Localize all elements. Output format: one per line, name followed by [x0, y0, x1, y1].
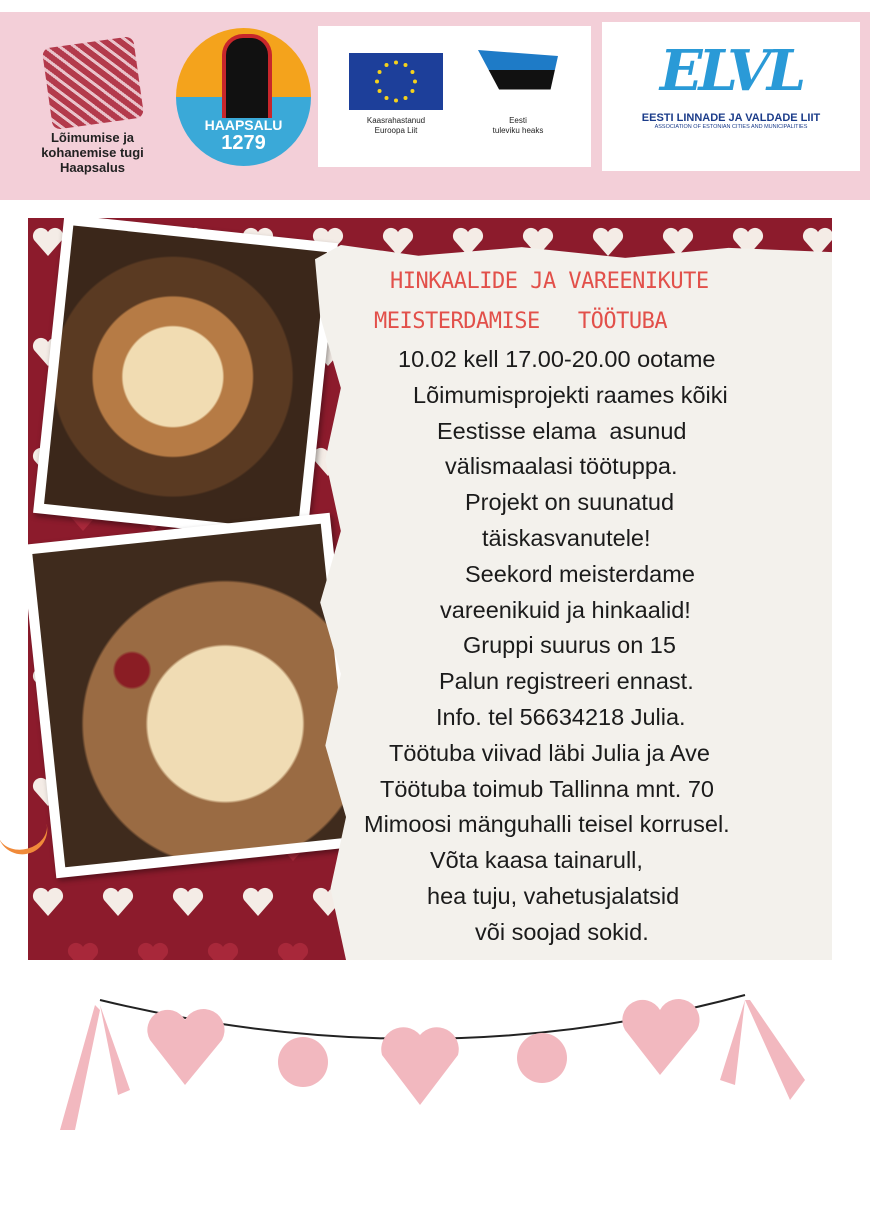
elvl-monogram: ELVL: [659, 38, 803, 104]
poster-text-line: vareenikuid ja hinkaalid!: [440, 596, 691, 623]
poster-text-line: Töötuba toimub Tallinna mnt. 70: [380, 775, 714, 802]
poster-text-line: hea tuju, vahetusjalatsid: [427, 883, 680, 909]
eu-caption: Kaasrahastanud Euroopa Liit: [366, 116, 426, 135]
poster-text-line: välismaalasi töötuppa.: [445, 453, 678, 480]
poster-text-line: Lõimumisprojekti raames kõiki: [413, 381, 728, 408]
loimumise-logo-text: Lõimumise ja kohanemise tugi Haapsalus: [41, 130, 144, 175]
heart-garland: [0, 980, 870, 1170]
poster-text-line: täiskasvanutele!: [482, 525, 651, 551]
poster-text-line: või soojad sokid.: [475, 918, 649, 945]
dumplings-photo-2: [28, 513, 365, 879]
eu-flag-icon: [349, 53, 443, 110]
haapsalu-arch-icon: [222, 34, 272, 118]
poster-text-line: Võta kaasa tainarull,: [430, 847, 643, 874]
poster-text-line: Palun registreeri ennast.: [439, 668, 694, 695]
estonia-flag-icon: [478, 50, 558, 110]
elvl-logo: ELVL EESTI LINNADE JA VALDADE LIIT ASSOCIATION OF ESTONIAN CITIES AND MUNICIPALITIES: [602, 22, 860, 171]
poster-text-line: Mimoosi mänguhalli teisel korrusel.: [364, 811, 730, 838]
haapsalu-logo: HAAPSALU 1279: [176, 28, 311, 166]
dumplings-photo-1: [33, 218, 338, 542]
loimumise-emblem-icon: [41, 36, 144, 130]
poster-text-line: Töötuba viivad läbi Julia ja Ave: [389, 739, 710, 766]
poster-text-line: Gruppi suurus on 15: [463, 632, 676, 659]
poster-text-line: Info. tel 56634218 Julia.: [436, 704, 686, 730]
poster-text-line: 10.02 kell 17.00-20.00 ootame: [398, 346, 716, 372]
poster-text-line: Seekord meisterdame: [465, 560, 695, 587]
eu-estonia-logos: [318, 26, 591, 167]
poster-title-line-2: MEISTERDAMISE TÖÖTUBA: [374, 309, 668, 334]
estonia-caption: Eesti tuleviku heaks: [492, 116, 544, 135]
poster-title-line-1: HINKAALIDE JA VAREENIKUTE: [390, 269, 709, 294]
poster-text-line: Eestisse elama asunud: [437, 417, 687, 444]
loimumise-logo: [20, 42, 165, 175]
poster-text-line: Projekt on suunatud: [465, 489, 675, 516]
